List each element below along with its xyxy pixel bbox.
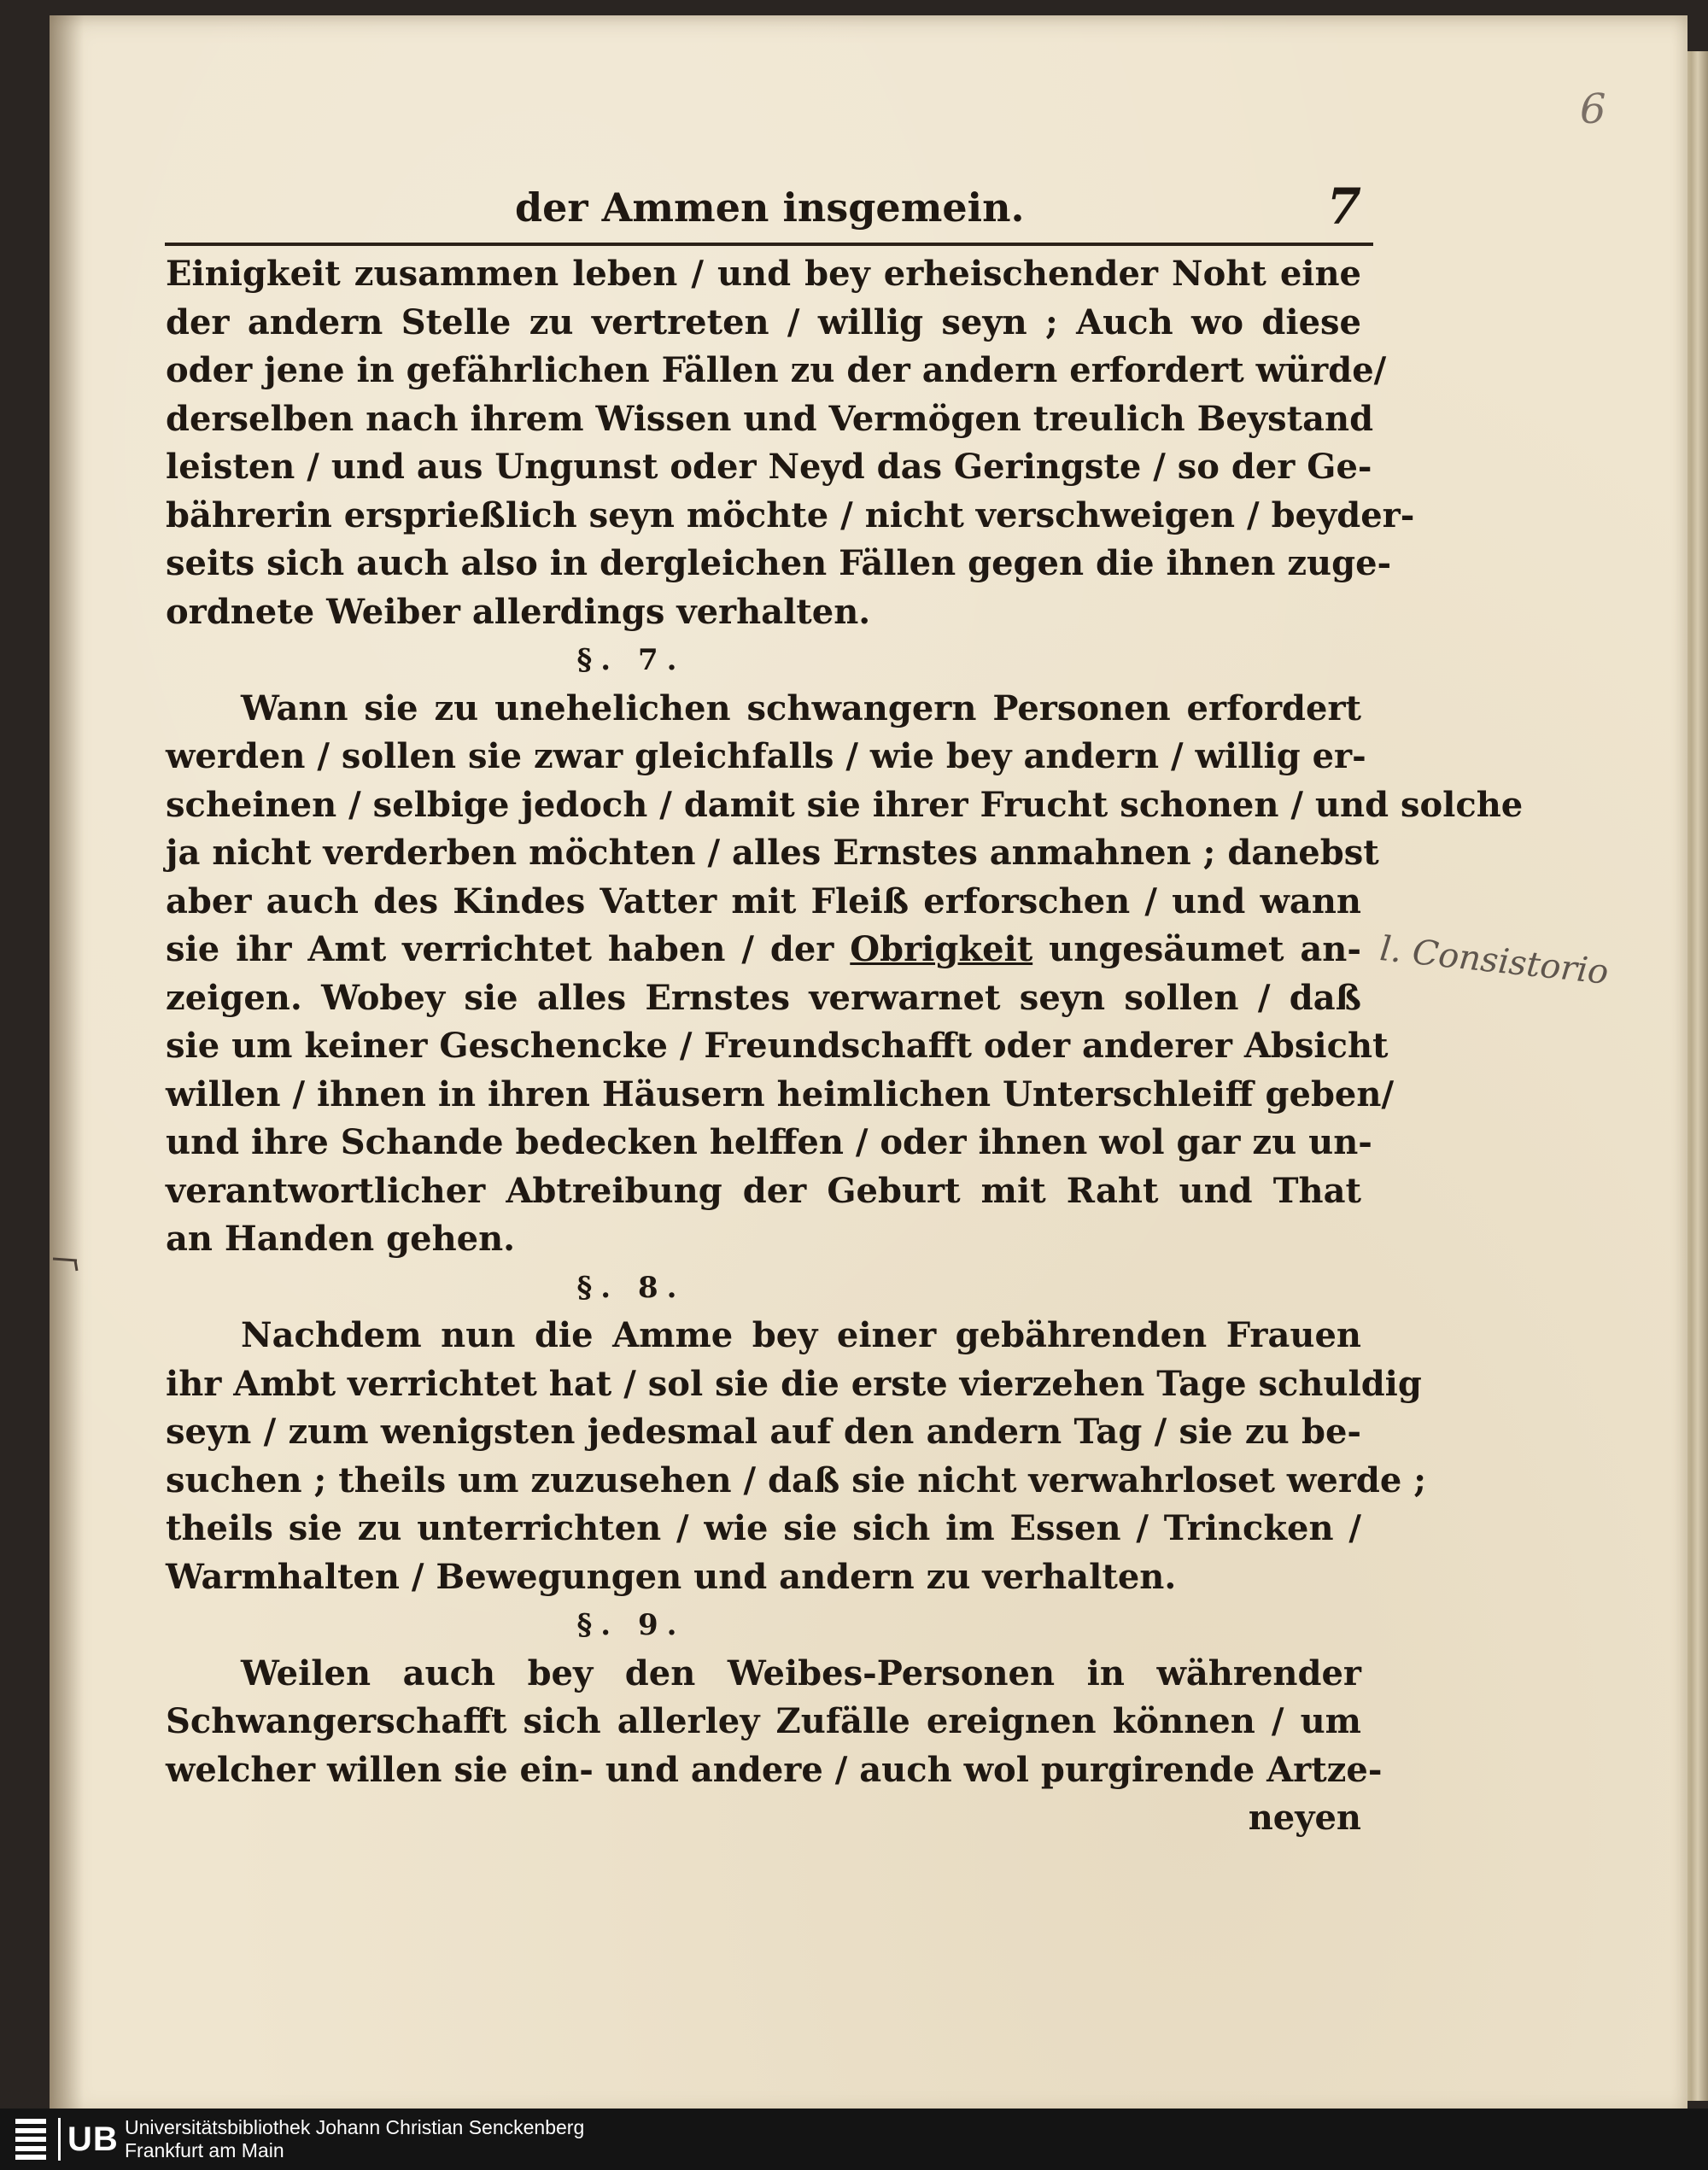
page-number: 7 [1326, 178, 1361, 236]
library-name-line-1: Universitätsbibliothek Johann Christian Senckenberg [125, 2116, 585, 2138]
text-line: derselben nach ihrem Wissen und Vermögen treulich Beystand [166, 398, 1374, 439]
text-line: oder jene in gefährlichen Fällen zu der andern erfordert würde/ [166, 350, 1387, 390]
running-title: der Ammen insgemein. [515, 184, 1025, 231]
text-line: ordnete Weiber allerdings verhalten. [166, 591, 871, 632]
text-line: Nachdem nun die Amme bey einer gebährenden Frauen [241, 1315, 1361, 1355]
logo-divider [58, 2118, 61, 2161]
scanned-page [50, 15, 1688, 2118]
section-heading: §. 8. [576, 1270, 686, 1305]
text-line: ihr Ambt verrichtet hat / sol sie die erste vierzehen Tage schuldig [166, 1363, 1422, 1404]
text-line: scheinen / selbige jedoch / damit sie ihrer Frucht schonen / und solche [166, 784, 1524, 825]
text-line: ja nicht verderben möchten / alles Ernstes anmahnen ; danebst [166, 833, 1379, 873]
catchword: neyen [1248, 1798, 1361, 1838]
text-line: Weilen auch bey den Weibes-Personen in währender [241, 1652, 1361, 1693]
section-heading: §. 7. [576, 643, 686, 677]
running-head [165, 178, 1373, 246]
section-heading: §. 9. [576, 1608, 686, 1642]
ub-logo-text: UB [67, 2120, 119, 2158]
margin-tick-mark [51, 1252, 85, 1274]
text-line: Wann sie zu unehelichen schwangern Personen erfordert [241, 687, 1361, 728]
line-end: ungesäumet an- [1032, 929, 1361, 969]
text-line: zeigen. Wobey sie alles Ernstes verwarnet seyn sollen / daß [166, 977, 1361, 1018]
text-line: seits sich auch also in dergleichen Fällen gegen die ihnen zuge- [166, 543, 1392, 583]
text-line: der andern Stelle zu vertreten / willig seyn ; Auch wo diese [166, 301, 1361, 342]
line-start: sie ihr Amt verrichtet haben / der [166, 929, 851, 969]
text-line: an Handen gehen. [166, 1219, 516, 1259]
handwritten-margin-note: l. Consistorio [1378, 929, 1611, 992]
ub-stripes-icon [15, 2119, 46, 2160]
library-footer [0, 2109, 1708, 2170]
text-line: Einigkeit zusammen leben / und bey erheischender Noht eine [166, 254, 1361, 294]
text-line: suchen ; theils um zuzusehen / daß sie nicht verwahrloset werde ; [166, 1459, 1426, 1500]
text-line: werden / sollen sie zwar gleichfalls / wie bey andern / willig er- [166, 736, 1366, 776]
text-line: welcher willen sie ein- und andere / auch wol purgirende Artze- [166, 1749, 1383, 1790]
text-line: Warmhalten / Bewegungen und andern zu verhalten. [166, 1556, 1177, 1597]
text-line: leisten / und aus Ungunst oder Neyd das Geringste / so der Ge- [166, 447, 1372, 487]
underlined-word: Obrigkeit [850, 929, 1033, 969]
archive-number: 6 [1580, 85, 1606, 133]
library-name-line-2: Frankfurt am Main [125, 2139, 284, 2161]
text-line: aber auch des Kindes Vatter mit Fleiß erforschen / und wann [166, 880, 1361, 921]
text-line: verantwortlicher Abtreibung der Geburt mit Raht und That [166, 1170, 1361, 1211]
text-line: und ihre Schande bedecken helffen / oder ihnen wol gar zu un- [166, 1122, 1372, 1162]
text-line: seyn / zum wenigsten jedesmal auf den andern Tag / sie zu be- [166, 1412, 1361, 1452]
library-name [125, 2116, 584, 2162]
text-line: sie um keiner Geschencke / Freundschafft oder anderer Absicht [166, 1026, 1389, 1066]
binding-shadow [50, 15, 84, 2118]
ub-logo [15, 2117, 119, 2161]
text-line: Schwangerschafft sich allerley Zufälle ereignen können / um [166, 1701, 1361, 1741]
text-line: theils sie zu unterrichten / wie sie sich im Essen / Trincken / [166, 1508, 1361, 1548]
text-line: willen / ihnen in ihren Häusern heimlichen Unterschleiff geben/ [166, 1073, 1395, 1114]
text-line-with-underline [166, 926, 1361, 974]
text-line: bährerin ersprießlich seyn möchte / nicht verschweigen / beyder- [166, 494, 1415, 535]
